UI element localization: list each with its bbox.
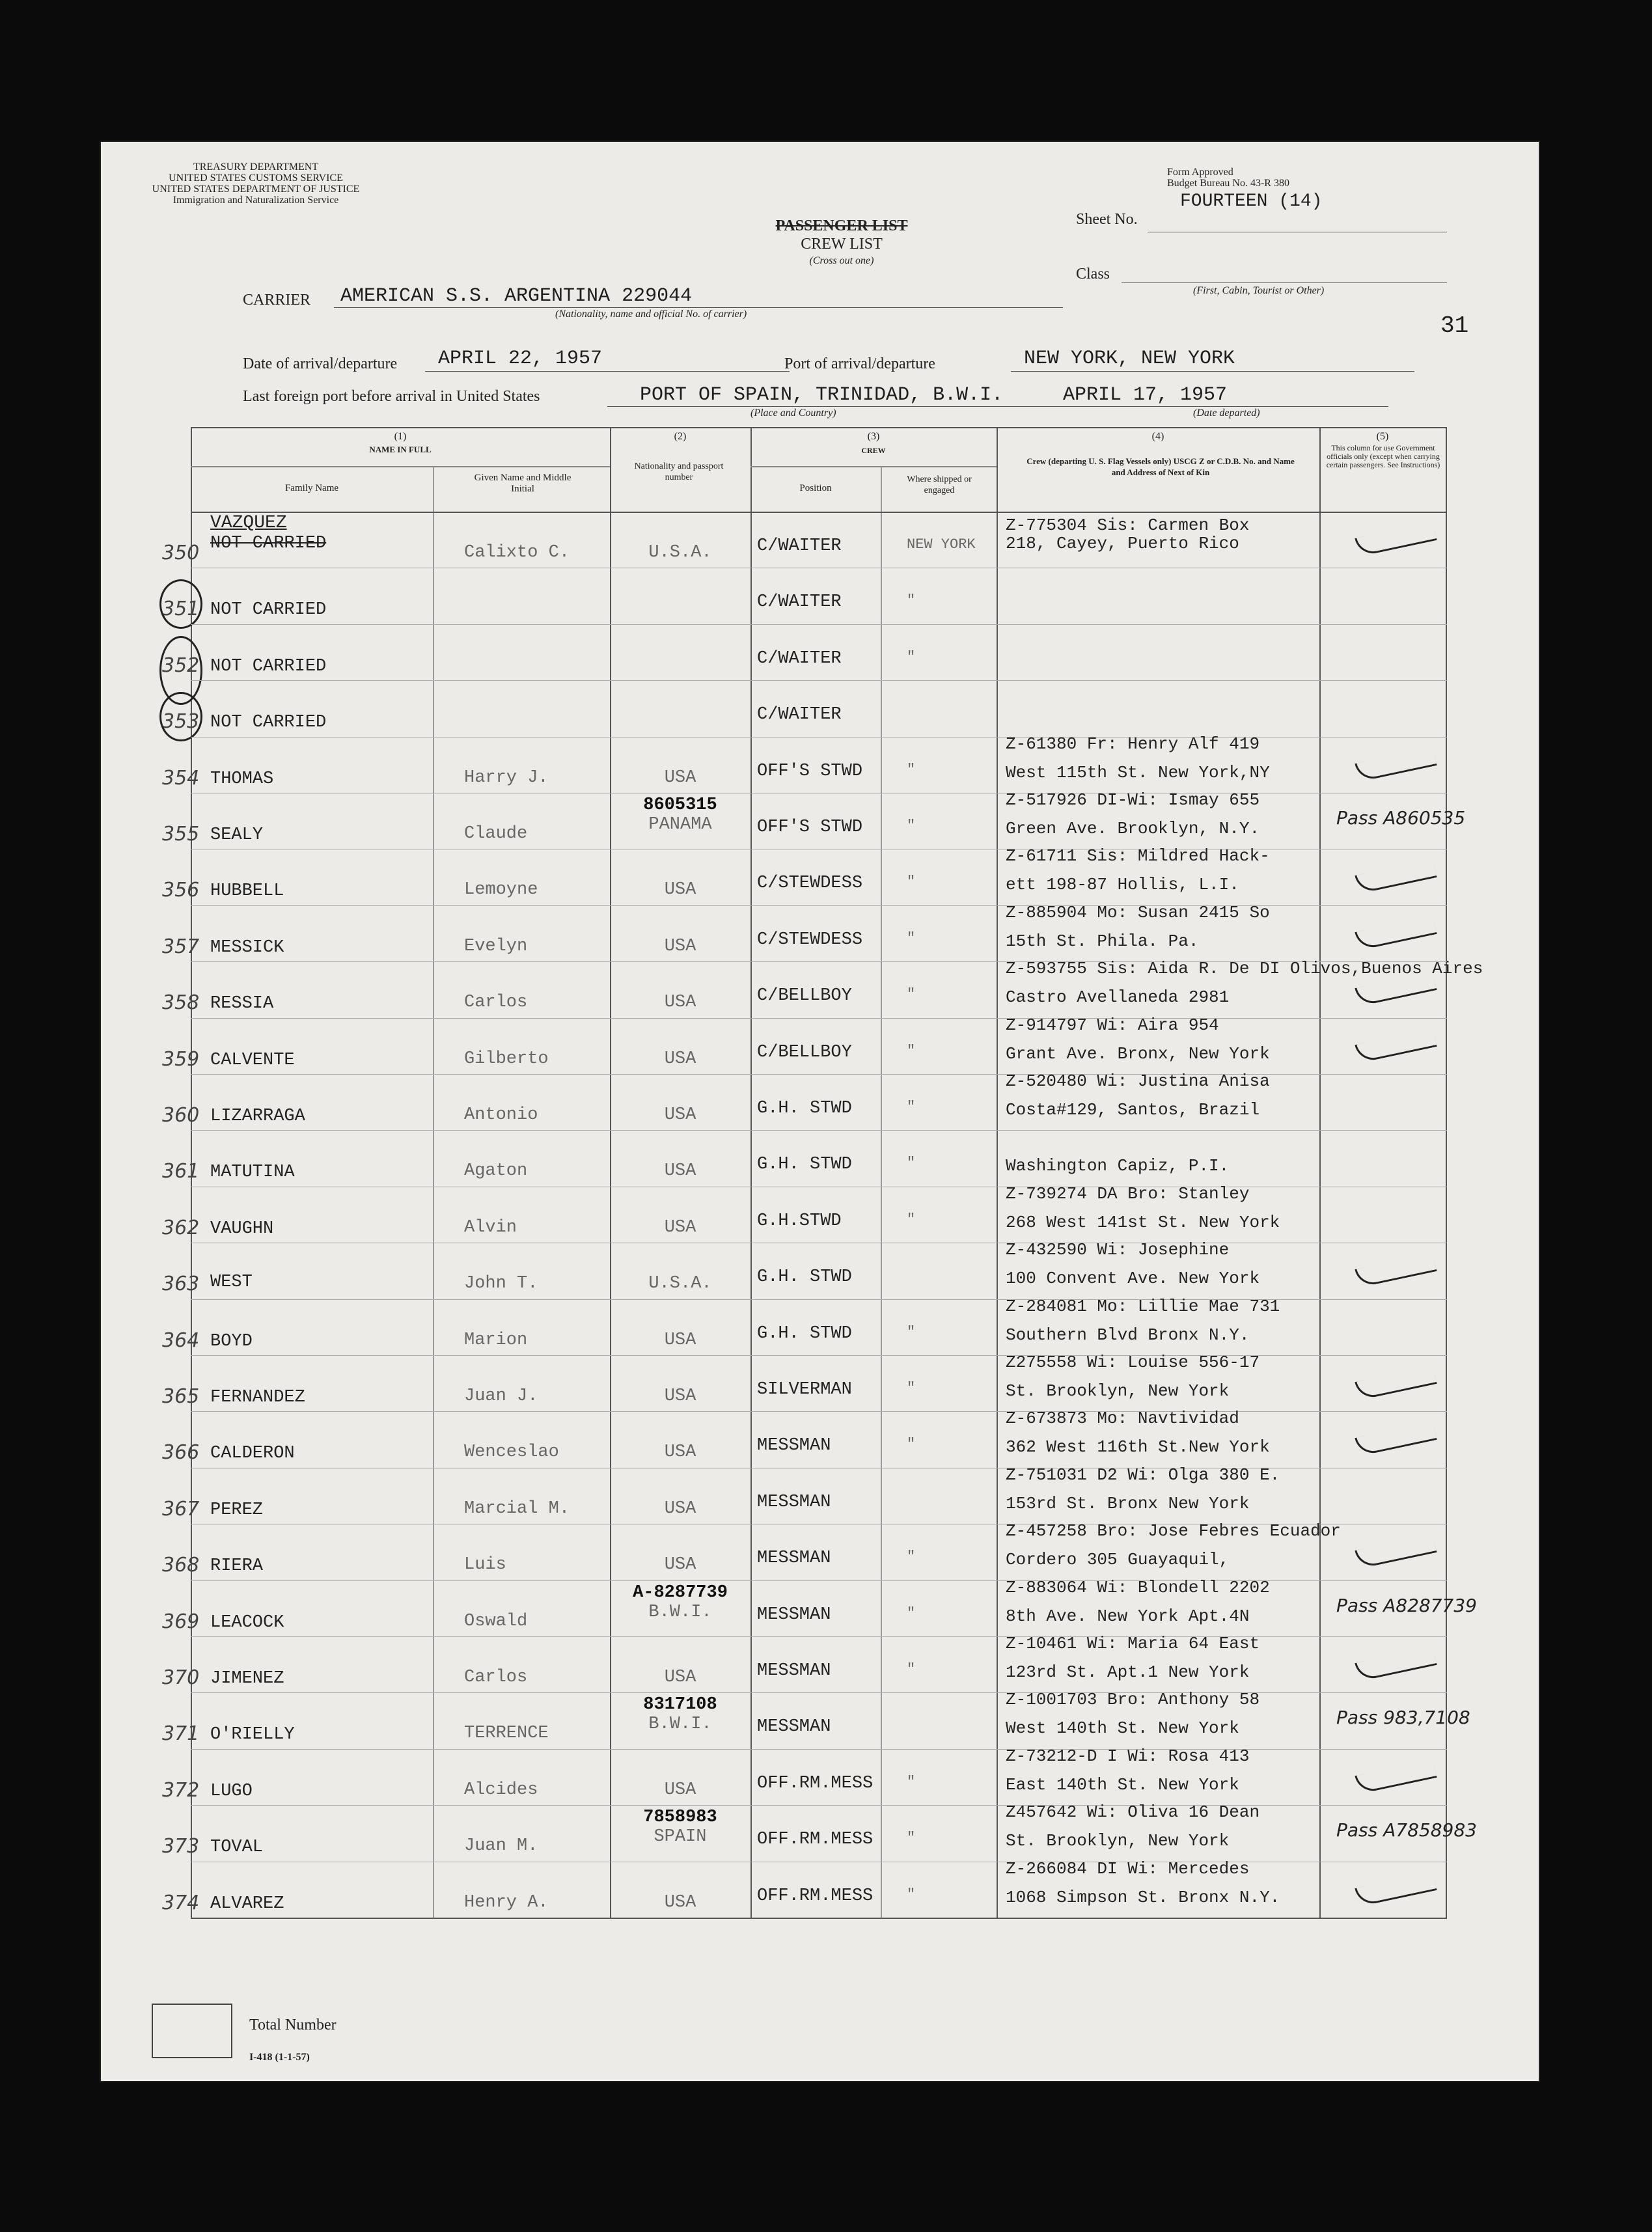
position: G.H. STWD bbox=[757, 1323, 852, 1343]
nationality: USA bbox=[664, 993, 696, 1013]
given-name: Carlos bbox=[464, 1668, 528, 1687]
table-row bbox=[162, 1802, 1477, 1861]
next-of-kin-line1: Z-10461 Wi: Maria 64 East bbox=[1006, 1634, 1260, 1653]
given-name: Harry J. bbox=[464, 767, 549, 788]
place-note: (Place and Country) bbox=[750, 407, 836, 419]
shipped-from: " bbox=[907, 1773, 916, 1790]
family-name: LUGO bbox=[210, 1781, 253, 1801]
family-name: NOT CARRIED bbox=[210, 656, 327, 676]
check-mark bbox=[1355, 1253, 1437, 1288]
table-row bbox=[162, 512, 1447, 568]
nationality: USA bbox=[664, 936, 696, 956]
check-mark bbox=[1355, 1871, 1437, 1907]
position: C/BELLBOY bbox=[757, 986, 852, 1006]
col3-header: CREW bbox=[861, 446, 886, 455]
col3b-header: Where shipped or engaged bbox=[907, 475, 972, 495]
row-number: 357 bbox=[162, 935, 200, 958]
check-mark bbox=[1355, 522, 1437, 557]
position: MESSMAN bbox=[757, 1661, 831, 1681]
date-label: Date of arrival/departure bbox=[243, 355, 398, 372]
row-number: 365 bbox=[162, 1385, 200, 1408]
nationality: USA bbox=[664, 1105, 696, 1125]
total-box bbox=[152, 2004, 232, 2058]
table-row bbox=[162, 1240, 1447, 1299]
row-number: 355 bbox=[162, 823, 200, 846]
row-number: 368 bbox=[162, 1554, 200, 1577]
row-number: 353 bbox=[162, 710, 200, 734]
next-of-kin-line2: St. Brooklyn, New York bbox=[1006, 1831, 1230, 1851]
col3-number: (3) bbox=[867, 431, 880, 442]
position: G.H. STWD bbox=[757, 1267, 852, 1288]
row-number: 351 bbox=[162, 598, 200, 621]
check-mark bbox=[1355, 1422, 1437, 1457]
family-name: NOT CARRIED bbox=[210, 713, 327, 733]
position: C/WAITER bbox=[757, 592, 842, 613]
table-row bbox=[162, 1465, 1447, 1524]
check-mark bbox=[1355, 1028, 1437, 1063]
total-label: Total Number bbox=[249, 2017, 337, 2033]
next-of-kin-line1: Z-73212-D I Wi: Rosa 413 bbox=[1006, 1746, 1250, 1766]
row-number: 362 bbox=[162, 1216, 200, 1239]
shipped-from: " bbox=[907, 986, 916, 1003]
next-of-kin-line1: Z-914797 Wi: Aira 954 bbox=[1006, 1015, 1219, 1035]
check-mark bbox=[1355, 915, 1437, 950]
family-name: VAUGHN bbox=[210, 1219, 274, 1239]
next-of-kin-line2: Southern Blvd Bronx N.Y. bbox=[1006, 1325, 1250, 1345]
table-row bbox=[162, 1634, 1447, 1692]
position: G.H. STWD bbox=[757, 1155, 852, 1175]
row-number: 352 bbox=[162, 654, 200, 677]
row-number: 370 bbox=[162, 1666, 200, 1689]
row-number: 367 bbox=[162, 1497, 200, 1521]
family-name: CALDERON bbox=[210, 1444, 295, 1464]
port-label: Port of arrival/departure bbox=[784, 355, 935, 372]
carrier-label: CARRIER bbox=[243, 292, 311, 309]
official-note: Pass 983,7108 bbox=[1336, 1707, 1470, 1729]
row-number: 358 bbox=[162, 991, 200, 1015]
family-name: SEALY bbox=[210, 825, 264, 845]
next-of-kin-line2: East 140th St. New York bbox=[1006, 1774, 1239, 1795]
table-row bbox=[162, 1521, 1447, 1580]
class-note: (First, Cabin, Tourist or Other) bbox=[1193, 285, 1325, 296]
next-of-kin-line1: Z-751031 D2 Wi: Olga 380 E. bbox=[1006, 1465, 1280, 1485]
given-name: Marion bbox=[464, 1330, 528, 1350]
position: OFF.RM.MESS bbox=[757, 1830, 874, 1850]
next-of-kin-line1: Z-517926 DI-Wi: Ismay 655 bbox=[1006, 790, 1260, 810]
agency-header: TREASURY DEPARTMENT UNITED STATES CUSTOMS SERVICE UNITED STATES DEPARTMENT OF JUSTICE Immigration and Naturalization Service bbox=[152, 161, 360, 206]
table-row bbox=[162, 959, 1483, 1017]
sheet-label: Sheet No. bbox=[1076, 211, 1138, 228]
crew-list-form bbox=[100, 141, 1540, 2082]
table-row bbox=[162, 1183, 1447, 1243]
given-name: Carlos bbox=[464, 993, 528, 1013]
position: G.H. STWD bbox=[757, 1099, 852, 1118]
position: SILVERMAN bbox=[757, 1380, 852, 1399]
shipped-from: " bbox=[907, 648, 916, 665]
last-port-value: PORT OF SPAIN, TRINIDAD, B.W.I. bbox=[640, 384, 1004, 406]
next-of-kin-line2: 362 West 116th St.New York bbox=[1006, 1437, 1270, 1457]
given-name: Henry A. bbox=[464, 1892, 549, 1912]
shipped-from: NEW YORK bbox=[907, 536, 976, 553]
family-name: HUBBELL bbox=[210, 881, 284, 902]
shipped-from: " bbox=[907, 1155, 916, 1172]
last-port-label: Last foreign port before arrival in United States bbox=[243, 388, 540, 405]
col4-header: Crew (departing U. S. Flag Vessels only) USCG Z or C.D.B. No. and Name and Address of Next of Kin bbox=[1026, 456, 1295, 477]
table-row bbox=[162, 902, 1447, 961]
table-bottom-border bbox=[191, 1918, 1447, 1919]
next-of-kin-line2: Grant Ave. Bronx, New York bbox=[1006, 1043, 1270, 1064]
nationality: USA bbox=[664, 1555, 696, 1575]
nationality: SPAIN bbox=[654, 1827, 707, 1847]
given-name: Agaton bbox=[464, 1161, 528, 1181]
next-of-kin-line1: Z275558 Wi: Louise 556-17 bbox=[1006, 1353, 1260, 1372]
col1-number: (1) bbox=[394, 431, 407, 442]
next-of-kin-line1: Z-593755 Sis: Aida R. De DI Olivos,Buenos Aires bbox=[1006, 959, 1483, 979]
passport-number: 8605315 bbox=[643, 795, 717, 815]
shipped-from: " bbox=[907, 818, 916, 834]
next-of-kin-line2: Castro Avellaneda 2981 bbox=[1006, 987, 1230, 1008]
next-of-kin-line2: St. Brooklyn, New York bbox=[1006, 1381, 1230, 1401]
row-number: 350 bbox=[162, 542, 200, 564]
page-number: 31 bbox=[1440, 312, 1469, 339]
table-row bbox=[162, 1353, 1447, 1411]
table-row bbox=[162, 846, 1447, 905]
table-row bbox=[162, 790, 1466, 849]
row-number: 371 bbox=[162, 1722, 200, 1746]
row-number: 360 bbox=[162, 1104, 200, 1127]
col4-number: (4) bbox=[1151, 431, 1164, 442]
shipped-from: " bbox=[907, 1886, 916, 1903]
nationality: USA bbox=[664, 1161, 696, 1181]
row-number: 366 bbox=[162, 1441, 200, 1465]
given-name: Claude bbox=[464, 824, 528, 844]
nationality: PANAMA bbox=[648, 815, 712, 834]
next-of-kin-line2: 123rd St. Apt.1 New York bbox=[1006, 1662, 1250, 1682]
table-row bbox=[162, 734, 1447, 793]
row-divider bbox=[191, 1018, 1447, 1019]
check-mark bbox=[1355, 859, 1437, 894]
given-name: Juan M. bbox=[464, 1836, 538, 1856]
shipped-from: " bbox=[907, 930, 916, 946]
col1-header: NAME IN FULL bbox=[369, 445, 432, 454]
next-of-kin-line2: Cordero 305 Guayaquil, bbox=[1006, 1550, 1230, 1570]
table-row bbox=[162, 568, 1447, 624]
circle-mark bbox=[159, 579, 202, 629]
nationality: B.W.I. bbox=[648, 1602, 712, 1622]
table-row bbox=[162, 1296, 1447, 1355]
row-divider bbox=[191, 680, 1447, 681]
position: OFF'S STWD bbox=[757, 761, 863, 781]
shipped-from: " bbox=[907, 1830, 916, 1847]
crew-table bbox=[162, 427, 1483, 1918]
col5-number: (5) bbox=[1376, 431, 1389, 442]
position: MESSMAN bbox=[757, 1549, 831, 1569]
table-row bbox=[162, 1409, 1447, 1467]
port-underline bbox=[1011, 371, 1414, 372]
next-of-kin-line1: Z-883064 Wi: Blondell 2202 bbox=[1006, 1577, 1270, 1597]
check-mark bbox=[1355, 1647, 1437, 1682]
given-name: Juan J. bbox=[464, 1386, 538, 1406]
table-row bbox=[162, 1015, 1447, 1074]
next-of-kin-line1: Z457642 Wi: Oliva 16 Dean bbox=[1006, 1802, 1260, 1823]
crew-list-title: CREW LIST bbox=[801, 236, 883, 253]
shipped-from: " bbox=[907, 1099, 916, 1115]
family-name: NOT CARRIED bbox=[210, 600, 327, 620]
next-of-kin-line1: Z-457258 Bro: Jose Febres Ecuador bbox=[1006, 1521, 1341, 1541]
col2-header: Nationality and passport number bbox=[634, 462, 724, 482]
position: C/WAITER bbox=[757, 536, 842, 556]
table-row bbox=[162, 1577, 1477, 1636]
row-number: 361 bbox=[162, 1160, 200, 1183]
sheet-value: FOURTEEN (14) bbox=[1180, 191, 1323, 212]
next-of-kin-line1: Z-775304 Sis: Carmen Box bbox=[1006, 516, 1250, 535]
shipped-from: " bbox=[907, 1436, 916, 1453]
next-of-kin-line1: Z-266084 DI Wi: Mercedes bbox=[1006, 1858, 1250, 1879]
row-number: 372 bbox=[162, 1778, 200, 1802]
family-name: PEREZ bbox=[210, 1500, 264, 1520]
col1b-header: Given Name and Middle Initial bbox=[474, 473, 571, 494]
family-name: RIERA bbox=[210, 1556, 264, 1577]
position: C/STEWDESS bbox=[757, 874, 863, 894]
position: OFF'S STWD bbox=[757, 818, 863, 837]
position: C/WAITER bbox=[757, 705, 842, 725]
position: OFF.RM.MESS bbox=[757, 1886, 874, 1906]
next-of-kin-line2: 1068 Simpson St. Bronx N.Y. bbox=[1006, 1887, 1280, 1907]
form-approved: Form Approved Budget Bureau No. 43-R 380 bbox=[1167, 167, 1289, 189]
row-number: 363 bbox=[162, 1273, 200, 1296]
official-note: Pass A8287739 bbox=[1336, 1594, 1477, 1616]
next-of-kin-line2: 218, Cayey, Puerto Rico bbox=[1006, 534, 1239, 553]
check-mark bbox=[1355, 1366, 1437, 1401]
given-name: Antonio bbox=[464, 1105, 538, 1125]
nationality: USA bbox=[664, 1442, 696, 1463]
next-of-kin-line1: Z-520480 Wi: Justina Anisa bbox=[1006, 1071, 1270, 1091]
position: MESSMAN bbox=[757, 1717, 831, 1737]
next-of-kin-line1: Z-284081 Mo: Lillie Mae 731 bbox=[1006, 1296, 1280, 1316]
passport-number: A-8287739 bbox=[633, 1582, 728, 1603]
cross-out-note: (Cross out one) bbox=[809, 255, 874, 266]
family-name: TOVAL bbox=[210, 1838, 264, 1858]
shipped-from: " bbox=[907, 1661, 916, 1677]
class-underline bbox=[1122, 282, 1447, 283]
nationality: USA bbox=[664, 1892, 696, 1912]
given-name: Lemoyne bbox=[464, 880, 538, 900]
check-mark bbox=[1355, 747, 1437, 782]
nationality: USA bbox=[664, 1330, 696, 1350]
nationality: U.S.A. bbox=[648, 543, 712, 562]
table-row bbox=[162, 1130, 1447, 1186]
family-name: RESSIA bbox=[210, 994, 274, 1014]
last-port-date: APRIL 17, 1957 bbox=[1063, 384, 1228, 406]
col1a-header: Family Name bbox=[284, 483, 339, 493]
circle-mark bbox=[159, 692, 202, 741]
nationality: USA bbox=[664, 1386, 696, 1406]
date-departed-note: (Date departed) bbox=[1193, 407, 1260, 419]
family-name: THOMAS bbox=[210, 769, 274, 789]
position: C/WAITER bbox=[757, 648, 842, 668]
given-name: John T. bbox=[464, 1274, 538, 1294]
table-row bbox=[162, 1071, 1447, 1130]
row-number: 369 bbox=[162, 1610, 200, 1633]
row-divider bbox=[191, 1130, 1447, 1131]
carrier-value: AMERICAN S.S. ARGENTINA 229044 bbox=[340, 285, 693, 307]
given-name: Evelyn bbox=[464, 936, 528, 956]
nationality: USA bbox=[664, 1498, 696, 1519]
family-name: CALVENTE bbox=[210, 1050, 295, 1070]
next-of-kin-line2: ett 198-87 Hollis, L.I. bbox=[1006, 875, 1239, 895]
next-of-kin-line1: Z-61380 Fr: Henry Alf 419 bbox=[1006, 734, 1260, 754]
nationality: B.W.I. bbox=[648, 1715, 712, 1735]
given-name: Wenceslao bbox=[464, 1442, 559, 1463]
port-value: NEW YORK, NEW YORK bbox=[1024, 348, 1235, 370]
given-name: Calixto C. bbox=[464, 543, 570, 562]
col3a-header: Position bbox=[799, 483, 832, 493]
family-name: O'RIELLY bbox=[210, 1725, 295, 1745]
next-of-kin-line2: West 115th St. New York,NY bbox=[1006, 762, 1270, 782]
next-of-kin-line2: Washington Capiz, P.I. bbox=[1006, 1156, 1230, 1176]
nationality: U.S.A. bbox=[648, 1274, 712, 1294]
shipped-from: " bbox=[907, 1323, 916, 1340]
shipped-from: " bbox=[907, 1380, 916, 1396]
col5-header: This column for use Government officials only (except when carrying certain passengers. See Instructions) bbox=[1326, 443, 1440, 469]
form-id: I-418 (1-1-57) bbox=[249, 2052, 310, 2063]
family-name: VAZQUEZ bbox=[210, 513, 287, 533]
position: OFF.RM.MESS bbox=[757, 1773, 874, 1793]
shipped-from: " bbox=[907, 874, 916, 890]
date-value: APRIL 22, 1957 bbox=[438, 348, 603, 370]
row-number: 354 bbox=[162, 766, 200, 790]
passenger-list-title: PASSENGER LIST bbox=[775, 217, 908, 234]
given-name: TERRENCE bbox=[464, 1724, 549, 1744]
check-mark bbox=[1355, 1759, 1437, 1794]
given-name: Alvin bbox=[464, 1217, 517, 1237]
family-name: MATUTINA bbox=[210, 1163, 295, 1183]
position: MESSMAN bbox=[757, 1605, 831, 1625]
position: MESSMAN bbox=[757, 1436, 831, 1456]
nationality: USA bbox=[664, 1049, 696, 1069]
given-name: Oswald bbox=[464, 1611, 528, 1631]
passport-number: 7858983 bbox=[643, 1808, 717, 1828]
row-divider bbox=[191, 1749, 1447, 1750]
row-number: 374 bbox=[162, 1891, 200, 1914]
nationality: USA bbox=[664, 767, 696, 788]
row-number: 364 bbox=[162, 1329, 200, 1352]
next-of-kin-line1: Z-673873 Mo: Navtividad bbox=[1006, 1409, 1239, 1429]
position: G.H.STWD bbox=[757, 1211, 842, 1231]
official-note: Pass A860535 bbox=[1336, 807, 1466, 829]
next-of-kin-line2: 15th St. Phila. Pa. bbox=[1006, 931, 1199, 951]
next-of-kin-line1: Z-432590 Wi: Josephine bbox=[1006, 1240, 1230, 1260]
table-top-border bbox=[191, 427, 1447, 428]
family-name: LIZARRAGA bbox=[210, 1107, 305, 1126]
official-note: Pass A7858983 bbox=[1336, 1819, 1477, 1841]
position: C/BELLBOY bbox=[757, 1042, 852, 1062]
family-name: JIMENEZ bbox=[210, 1669, 284, 1688]
nationality: USA bbox=[664, 1217, 696, 1237]
last-port-underline bbox=[607, 406, 1388, 407]
next-of-kin-line1: Z-885904 Mo: Susan 2415 So bbox=[1006, 902, 1270, 922]
next-of-kin-line2: West 140th St. New York bbox=[1006, 1718, 1239, 1739]
date-underline bbox=[425, 371, 790, 372]
row-number: 356 bbox=[162, 879, 200, 902]
family-name-struck: NOT CARRIED bbox=[210, 534, 327, 553]
given-name: Marcial M. bbox=[464, 1498, 570, 1519]
next-of-kin-line2: 8th Ave. New York Apt.4N bbox=[1006, 1606, 1250, 1626]
next-of-kin-line1: Z-1001703 Bro: Anthony 58 bbox=[1006, 1690, 1260, 1710]
next-of-kin-line2: 153rd St. Bronx New York bbox=[1006, 1493, 1250, 1513]
next-of-kin-line1: Z-61711 Sis: Mildred Hack- bbox=[1006, 846, 1270, 866]
next-of-kin-line2: 268 West 141st St. New York bbox=[1006, 1212, 1280, 1232]
next-of-kin-line2: Green Ave. Brooklyn, N.Y. bbox=[1006, 819, 1260, 838]
shipped-from: " bbox=[907, 592, 916, 609]
row-divider bbox=[191, 624, 1447, 625]
passport-number: 8317108 bbox=[643, 1695, 717, 1715]
position: C/STEWDESS bbox=[757, 930, 863, 950]
shipped-from: " bbox=[907, 1211, 916, 1228]
given-name: Alcides bbox=[464, 1780, 538, 1800]
shipped-from: " bbox=[907, 1042, 916, 1059]
sub-header-line bbox=[750, 466, 997, 467]
family-name: MESSICK bbox=[210, 937, 284, 958]
nationality: USA bbox=[664, 880, 696, 900]
col2-number: (2) bbox=[674, 431, 687, 442]
family-name: FERNANDEZ bbox=[210, 1388, 305, 1407]
nationality: USA bbox=[664, 1668, 696, 1687]
family-name: WEST bbox=[210, 1273, 253, 1293]
table-row bbox=[162, 1858, 1447, 1918]
table-row bbox=[162, 624, 1447, 680]
table-row bbox=[162, 680, 1447, 736]
shipped-from: " bbox=[907, 1549, 916, 1565]
family-name: LEACOCK bbox=[210, 1612, 284, 1633]
next-of-kin-line2: Costa#129, Santos, Brazil bbox=[1006, 1100, 1260, 1120]
shipped-from: " bbox=[907, 1605, 916, 1621]
family-name: BOYD bbox=[210, 1331, 253, 1351]
sub-header-line bbox=[191, 466, 610, 467]
carrier-underline bbox=[334, 307, 1063, 308]
shipped-from: " bbox=[907, 761, 916, 778]
row-divider bbox=[191, 1411, 1447, 1412]
family-name: ALVAREZ bbox=[210, 1894, 284, 1914]
carrier-note: (Nationality, name and official No. of carrier) bbox=[555, 309, 747, 320]
row-number: 373 bbox=[162, 1835, 200, 1858]
position: MESSMAN bbox=[757, 1492, 831, 1512]
row-number: 359 bbox=[162, 1047, 200, 1071]
table-row bbox=[162, 1690, 1470, 1748]
check-mark bbox=[1355, 1534, 1437, 1569]
given-name: Luis bbox=[464, 1555, 506, 1575]
given-name: Gilberto bbox=[464, 1049, 549, 1069]
next-of-kin-line2: 100 Convent Ave. New York bbox=[1006, 1269, 1260, 1289]
class-label: Class bbox=[1076, 266, 1110, 282]
table-row bbox=[162, 1746, 1447, 1805]
nationality: USA bbox=[664, 1780, 696, 1800]
next-of-kin-line1: Z-739274 DA Bro: Stanley bbox=[1006, 1183, 1250, 1204]
